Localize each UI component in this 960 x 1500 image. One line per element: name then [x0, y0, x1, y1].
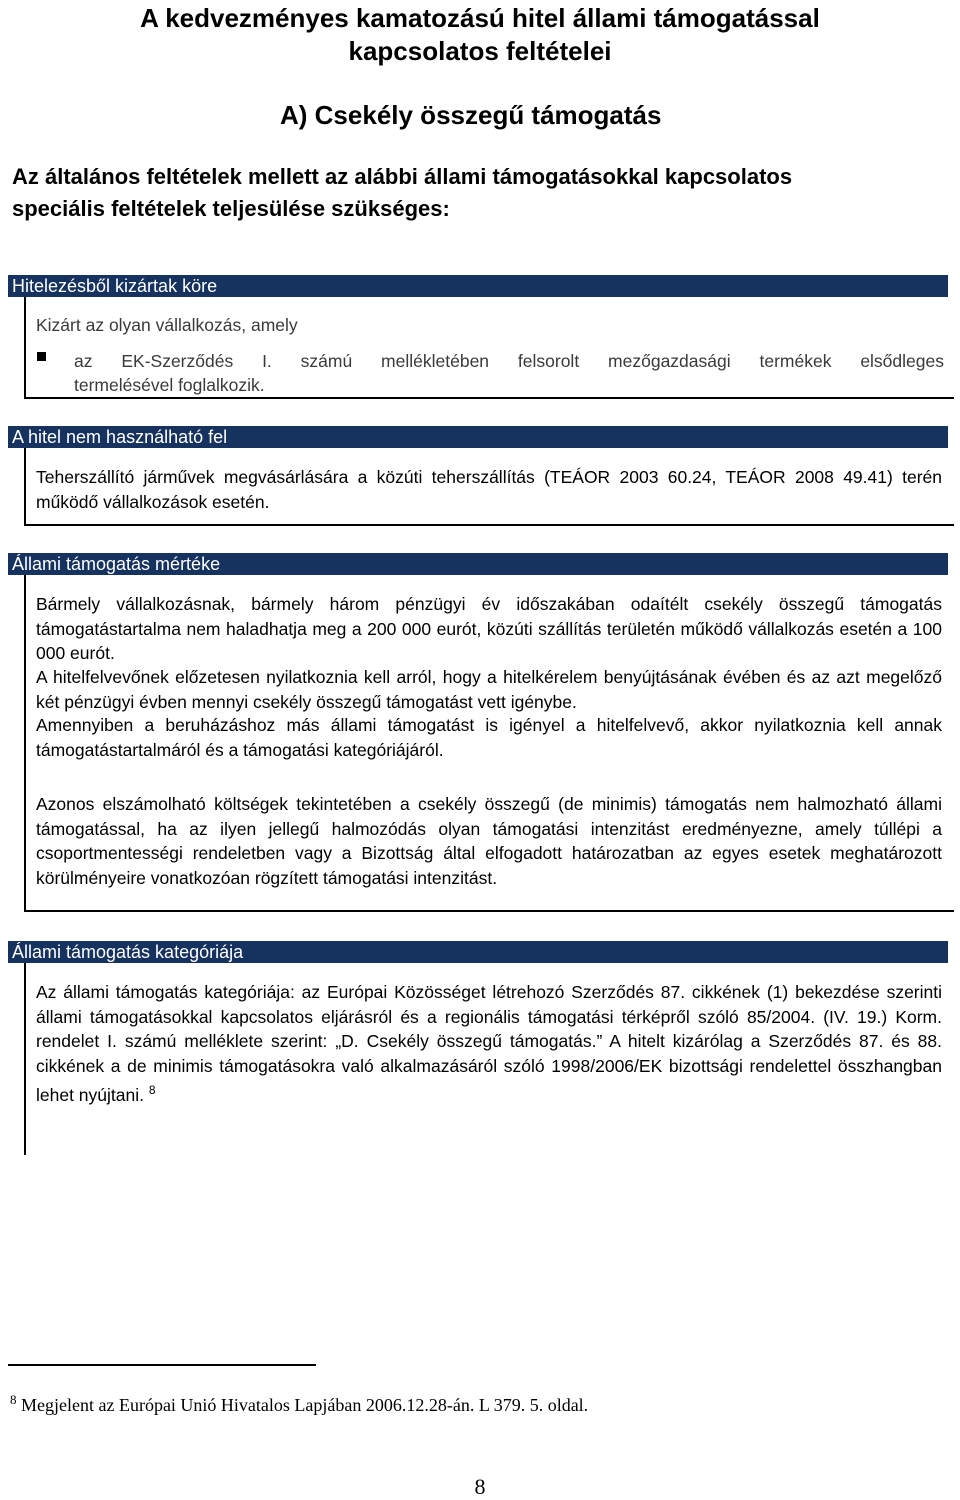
title-line-2: kapcsolatos feltételei: [348, 36, 612, 66]
aid-amount-paragraph-2: A hitelfelvevőnek előzetesen nyilatkoznia kell arról, hogy a hitelkérelem benyújtásának évében és az azt megelőző két pénzügyi évben mennyi csekély összegű támogatást vett igénybe.: [36, 667, 942, 712]
page-number: 8: [474, 1474, 486, 1499]
footnote: [10, 1392, 588, 1416]
title-line-1: A kedvezményes kamatozású hitel állami támogatással: [140, 3, 820, 33]
intro-line-1: Az általános feltételek mellett az alábbi állami támogatásokkal kapcsolatos: [12, 164, 793, 189]
section-subtitle: A) Csekély összegű támogatás: [280, 100, 662, 130]
footnote-text: Megjelent az Európai Unió Hivatalos Lapjában 2006.12.28-án. L 379. 5. oldal.: [21, 1395, 589, 1415]
excluded-bullet-line-2: termelésével foglalkozik.: [74, 375, 265, 395]
section-border-left: [24, 297, 26, 398]
section-border-left: [24, 963, 26, 1155]
footnote-number: 8: [10, 1392, 17, 1407]
section-header-aid-amount: Állami támogatás mértéke: [8, 553, 948, 575]
section-header-excluded: Hitelezésből kizártak köre: [8, 275, 948, 297]
section-header-not-usable: A hitel nem használható fel: [8, 426, 948, 448]
document-title: [0, 2, 960, 68]
excluded-bullet-line-1: az EK-Szerződés I. számú mellékletében felsorolt mezőgazdasági termékek elsődleges: [74, 351, 944, 371]
aid-amount-paragraph-1: Bármely vállalkozásnak, bármely három pénzügyi év időszakában odaítélt csekély összegű támogatás támogatástartalma nem haladhatja meg a 200 000 eurót, közúti szállítás területén működő vállalkozás esetén a 100 000 eurót.: [36, 594, 942, 663]
bullet-marker: [37, 352, 46, 361]
aid-category-text: [36, 980, 942, 1107]
section-border-bottom: [24, 524, 954, 526]
aid-amount-paragraph-4: Azonos elszámolható költségek tekintetében a csekély összegű (de minimis) támogatás nem halmozható állami támogatással, ha az ilyen jellegű halmozódás olyan támogatási intenzitást eredményezne, amely túllépi a csoportmentességi rendeletben vagy a Bizottság által elfogadott határozatban az egyes esetek meghatározott körülményeire vonatkozóan rögzített támogatási intenzitást.: [36, 794, 942, 888]
aid-amount-paragraph-3: Amennyiben a beruházáshoz más állami támogatást is igényel a hitelfelvevő, akkor nyilatkoznia kell annak támogatástartalmáról és a támogatási kategóriájáról.: [36, 715, 942, 760]
not-usable-text: Teherszállító járművek megvásárlására a közúti teherszállítás (TEÁOR 2003 60.24, TEÁOR 2008 49.41) terén működő vállalkozások esetén.: [36, 467, 942, 512]
section-border-left: [24, 575, 26, 911]
footnote-separator: [8, 1364, 316, 1366]
section-border-bottom: [24, 910, 954, 912]
intro-line-2: speciális feltételek teljesülése szükséges:: [12, 196, 450, 221]
section-header-aid-category: Állami támogatás kategóriája: [8, 941, 948, 963]
footnote-reference[interactable]: 8: [148, 1083, 156, 1097]
section-border-left: [24, 448, 26, 525]
aid-category-body: Az állami támogatás kategóriája: az Európai Közösséget létrehozó Szerződés 87. cikkének (1) bekezdése szerinti állami támogatásokkal kapcsolatos eljárásról és a regionális támogatási térképről szóló 85/2004. (IV. 19.) Korm. rendelet I. számú melléklete szerint: „D. Csekély összegű támogatás.” A hitelt kizárólag a Szerződés 87. és 88. cikkének a de minimis támogatásokra való alkalmazásáról szóló 1998/2006/EK bizottsági rendelettel összhangban lehet nyújtani.: [36, 982, 942, 1105]
excluded-lead: Kizárt az olyan vállalkozás, amely: [36, 315, 298, 335]
intro-paragraph: [12, 161, 952, 225]
